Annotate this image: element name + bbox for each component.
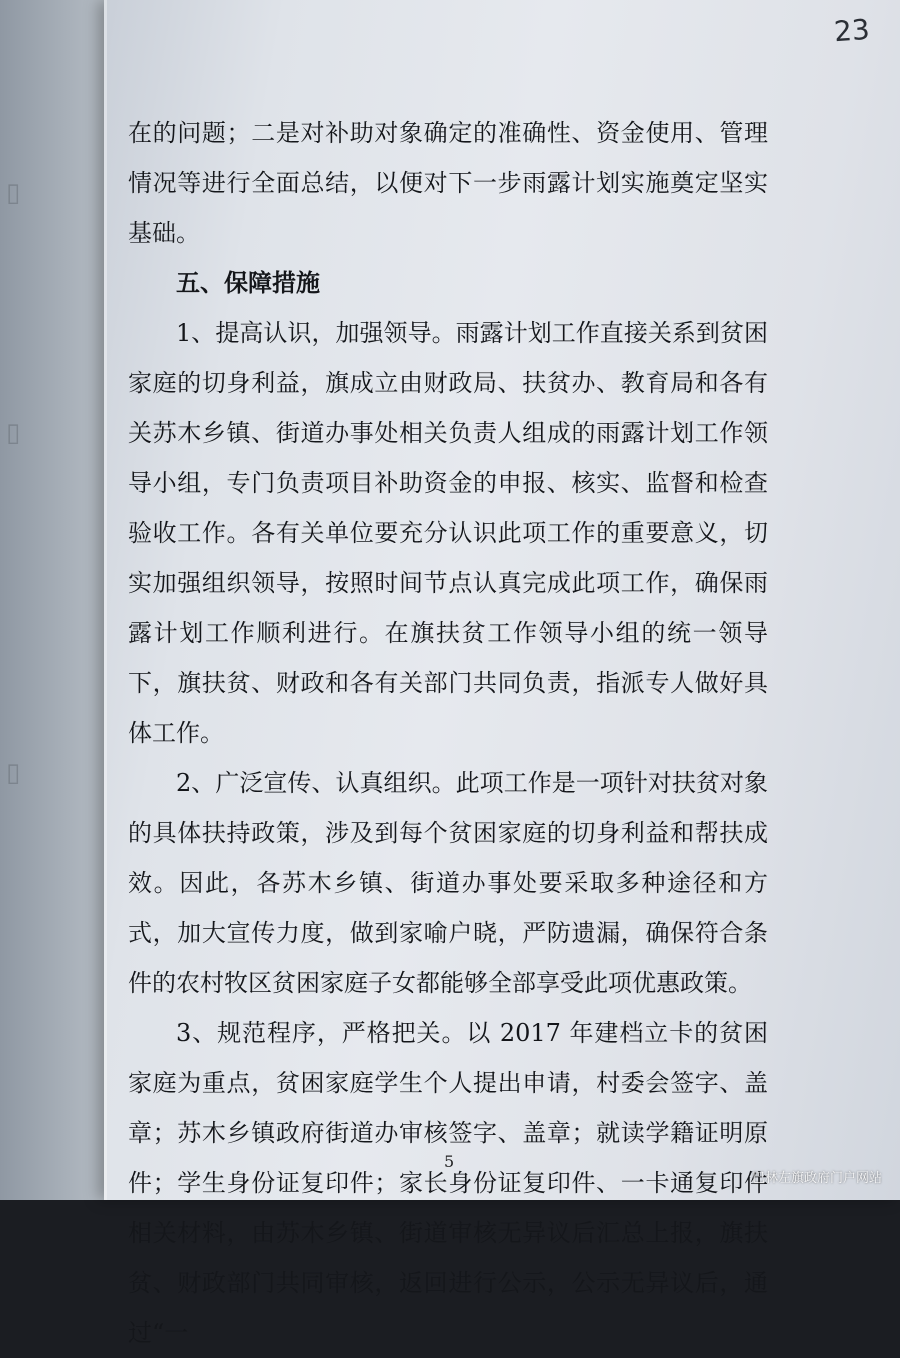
- paragraph-item-2: 2、广泛宣传、认真组织。此项工作是一项针对扶贫对象的具体扶持政策，涉及到每个贫困家庭的切身利益和帮扶成效。因此，各苏木乡镇、街道办事处要采取多种途径和方式，加大宣传力度，做到家喻户晓，严防遗漏，确保符合条件的农村牧区贫困家庭子女都能够全部享受此项优惠政策。: [128, 769, 768, 997]
- section-heading: 五、保障措施: [176, 268, 320, 297]
- bleed-through-mark: ▯: [6, 758, 21, 788]
- paragraph-item-1: 1、提高认识，加强领导。雨露计划工作直接关系到贫困家庭的切身利益，旗成立由财政局、扶贫办、教育局和各有关苏木乡镇、街道办事处相关负责人组成的雨露计划工作领导小组，专门负责项目补助资金的申报、核实、监督和检查验收工作。各有关单位要充分认识此项工作的重要意义，切实加强组织领导，按照时间节点认真完成此项工作，确保雨露计划工作顺利进行。在旗扶贫工作领导小组的统一领导下，旗扶贫、财政和各有关部门共同负责，指派专人做好具体工作。: [128, 319, 768, 747]
- handwritten-page-number: 23: [833, 12, 872, 49]
- paragraph-continuation: 在的问题；二是对补助对象确定的准确性、资金使用、管理情况等进行全面总结，以便对下一步雨露计划实施奠定坚实基础。: [128, 119, 768, 247]
- page-edge: [104, 0, 107, 1200]
- underlying-page: [0, 0, 118, 1200]
- bleed-through-mark: ▯: [6, 178, 21, 208]
- bleed-through-mark: ▯: [6, 418, 21, 448]
- site-watermark: 巴林左旗政府门户网站: [751, 1171, 882, 1186]
- page-number: 5: [444, 1152, 455, 1171]
- paragraph-item-3: 3、规范程序，严格把关。以 2017 年建档立卡的贫困家庭为重点，贫困家庭学生个人提出申请，村委会签字、盖章；苏木乡镇政府街道办审核签字、盖章；就读学籍证明原件；学生身份证复印件；家长身份证复印件、一卡通复印件相关材料，由苏木乡镇、街道审核无异议后汇总上报，旗扶贫、财政部门共同审核，返回进行公示，公示无异议后，通过“一: [128, 1019, 768, 1347]
